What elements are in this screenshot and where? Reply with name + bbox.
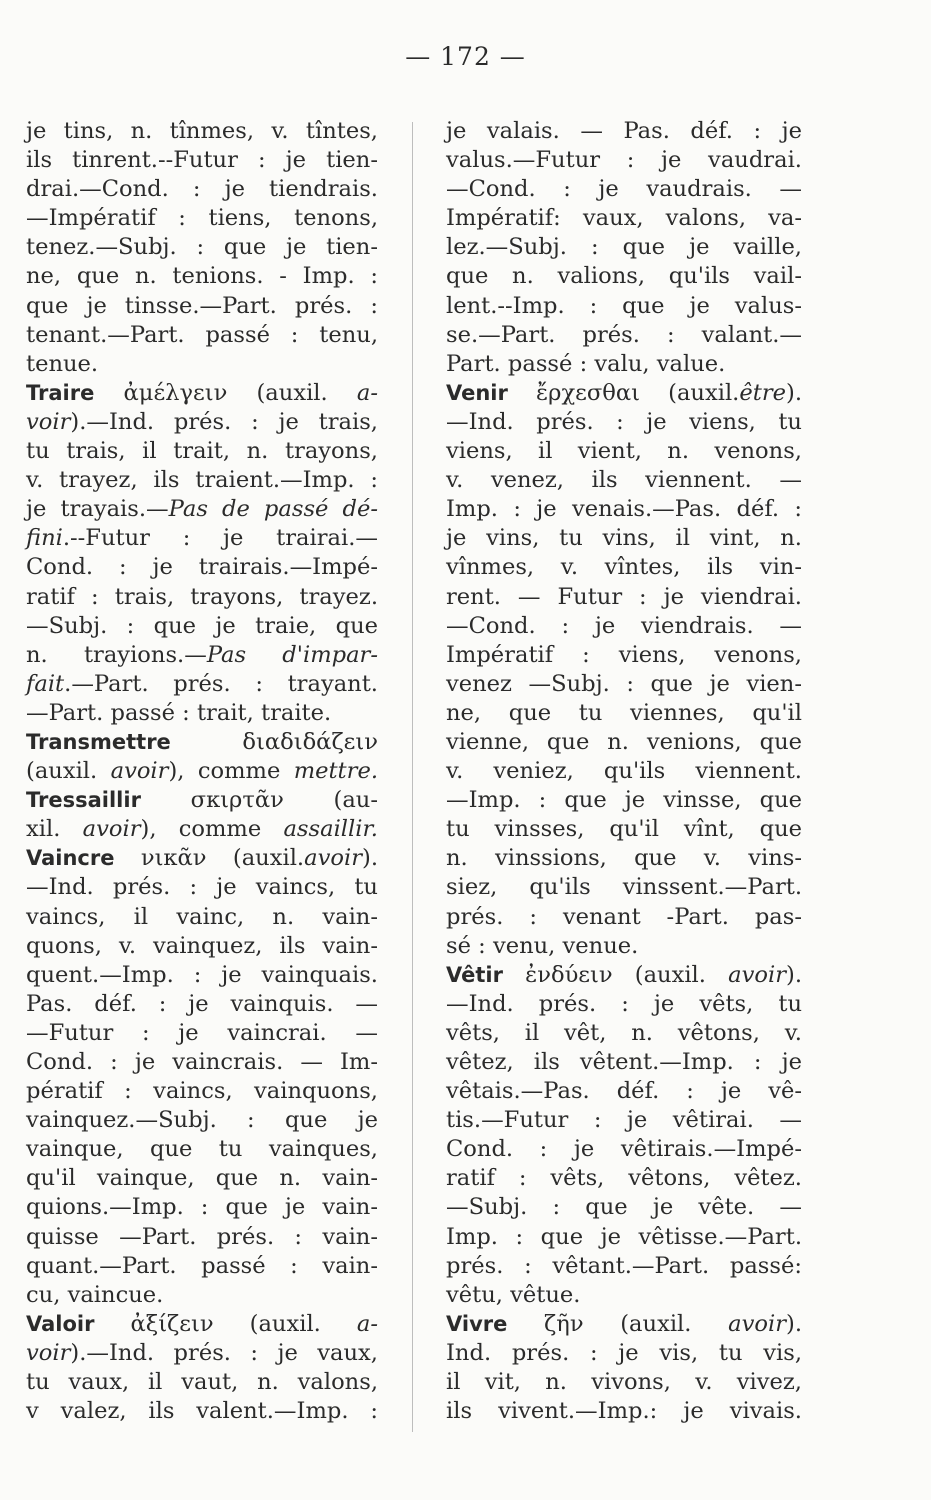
text-line <box>26 524 378 553</box>
line-text: Ind. prés. : je vis, tu vis, <box>446 1339 802 1366</box>
line-text: lent.--Imp. : que je valus- <box>446 292 802 319</box>
text-line <box>26 175 378 204</box>
line-text: ne, que n. tenions. - Imp. : <box>26 263 378 290</box>
line-text: siez, qu'ils vinssent.—Part. <box>446 874 802 901</box>
line-text: ). <box>786 961 802 988</box>
line-text: vainque, que tu vainques, <box>26 1136 378 1163</box>
line-text: vînmes, v. vîntes, ils vin- <box>446 554 802 581</box>
text-line <box>26 961 378 990</box>
line-text: lez.—Subj. : que je vaille, <box>446 234 802 261</box>
text-line <box>446 1135 802 1164</box>
text-line <box>26 1048 378 1077</box>
text-line <box>446 699 802 728</box>
headword: Transmettre <box>26 729 171 754</box>
line-text: .--Futur : je trairai.— <box>62 525 378 552</box>
line-text: je trayais.— <box>26 496 169 523</box>
line-text: prés. : venant -Part. pas- <box>446 903 802 930</box>
line-text: rent. — Futur : je viendrai. <box>446 583 802 610</box>
text-line <box>26 699 378 728</box>
italic-text: Pas d'impar- <box>206 641 378 668</box>
text-line <box>446 437 802 466</box>
entry-headword-line <box>26 844 378 873</box>
line-text: tu vaux, il vaut, n. valons, <box>26 1369 378 1396</box>
text-line <box>446 175 802 204</box>
text-line <box>26 408 378 437</box>
text-line <box>26 292 378 321</box>
text-line <box>26 117 378 146</box>
text-line <box>26 146 378 175</box>
text-line <box>446 1223 802 1252</box>
line-text: v. trayez, ils traient.—Imp. : <box>26 467 378 494</box>
line-text: Impératif: vaux, valons, va- <box>446 205 802 232</box>
line-text: quons, v. vainquez, ils vain- <box>26 932 378 959</box>
line-text: ).—Ind. prés. : je trais, <box>70 408 378 435</box>
line-text: Pas. déf. : je vainquis. — <box>26 990 378 1017</box>
line-text: νικᾶν (auxil. <box>114 845 305 872</box>
line-text: venez —Subj. : que je vien- <box>446 670 802 697</box>
text-line <box>26 612 378 641</box>
text-line <box>446 990 802 1019</box>
text-line <box>446 553 802 582</box>
text-line <box>26 321 378 350</box>
line-text: Imp. : je venais.—Pas. déf. : <box>446 496 802 523</box>
text-line <box>26 873 378 902</box>
line-text: Impératif : viens, venons, <box>446 641 802 668</box>
line-text: sé : venu, venue. <box>446 932 639 959</box>
line-text: valus.—Futur : je vaudrai. <box>446 147 802 174</box>
italic-text: assaillir. <box>283 816 378 843</box>
line-text: viens, il vient, n. venons, <box>446 438 802 465</box>
line-text: n. trayions.— <box>26 641 207 668</box>
line-text: il vit, n. vivons, v. vivez, <box>446 1369 802 1396</box>
line-text: —Ind. prés. : je viens, tu <box>446 408 802 435</box>
entry-headword-line <box>446 1310 802 1339</box>
text-line <box>26 1106 378 1135</box>
text-line <box>26 1397 378 1426</box>
line-text: Cond. : je vêtirais.—Impé- <box>446 1136 802 1163</box>
line-text: tu vinsses, qu'il vînt, que <box>446 816 802 843</box>
text-line <box>446 1281 802 1310</box>
text-line <box>446 495 802 524</box>
line-text: ), comme <box>140 816 284 843</box>
line-text: Part. passé : valu, value. <box>446 350 726 377</box>
text-line <box>446 1397 802 1426</box>
line-text: ἀξίζειν (auxil. <box>94 1310 357 1337</box>
text-line <box>446 583 802 612</box>
line-text: tis.—Futur : je vêtirai. — <box>446 1107 802 1134</box>
line-text: ratif : vêts, vêtons, vêtez. <box>446 1165 802 1192</box>
text-line <box>446 466 802 495</box>
line-text: qu'il vainque, que n. vain- <box>26 1165 378 1192</box>
line-text: .—Part. prés. : trayant. <box>64 670 378 697</box>
line-text: ζῆν (auxil. <box>507 1310 729 1337</box>
headword: Vivre <box>446 1311 508 1336</box>
text-line <box>446 641 802 670</box>
text-line <box>26 583 378 612</box>
line-text: drai.—Cond. : je tiendrais. <box>26 176 378 203</box>
text-line <box>446 350 802 379</box>
line-text: ne, que tu viennes, qu'il <box>446 699 802 726</box>
line-text: quant.—Part. passé : vain- <box>26 1252 378 1279</box>
left-column <box>26 117 378 1426</box>
text-line <box>446 903 802 932</box>
text-line <box>446 728 802 757</box>
italic-text: avoir <box>82 816 141 843</box>
italic-text: mettre. <box>293 758 378 785</box>
line-text: tenant.—Part. passé : tenu, <box>26 321 378 348</box>
text-line <box>26 1019 378 1048</box>
text-line <box>446 1193 802 1222</box>
italic-text: avoir <box>110 758 169 785</box>
text-line <box>446 233 802 262</box>
line-text: tenez.—Subj. : que je tien- <box>26 234 378 261</box>
text-line <box>26 204 378 233</box>
italic-text: avoir <box>728 1310 786 1337</box>
line-text: ἔρχεσθαι (auxil. <box>507 379 740 406</box>
text-line <box>26 1193 378 1222</box>
text-line <box>446 117 802 146</box>
line-text: je valais. — Pas. déf. : je <box>446 118 802 144</box>
line-text: quisse —Part. prés. : vain- <box>26 1223 378 1250</box>
entry-headword-line <box>26 379 378 408</box>
headword: Vêtir <box>446 962 503 987</box>
line-text: tenue. <box>26 350 99 377</box>
text-line <box>446 408 802 437</box>
column-divider <box>412 122 413 1432</box>
text-line <box>446 612 802 641</box>
text-line <box>446 1106 802 1135</box>
text-line <box>26 466 378 495</box>
line-text: —Subj. : que je vête. — <box>446 1194 802 1221</box>
text-line <box>446 1077 802 1106</box>
text-line <box>446 292 802 321</box>
text-line <box>26 641 378 670</box>
text-line <box>446 1019 802 1048</box>
headword: Vaincre <box>26 846 115 871</box>
italic-text: Pas de passé dé- <box>168 496 378 523</box>
line-text: vainquez.—Subj. : que je <box>26 1107 378 1134</box>
line-text: v valez, ils valent.—Imp. : <box>26 1398 378 1425</box>
line-text: n. vinssions, que v. vins- <box>446 845 802 872</box>
text-line <box>446 844 802 873</box>
text-line <box>26 1339 378 1368</box>
line-text: —Ind. prés. : je vaincs, tu <box>26 874 378 901</box>
line-text: vêtu, vêtue. <box>446 1281 581 1308</box>
text-line <box>26 932 378 961</box>
text-line <box>26 1135 378 1164</box>
line-text: —Futur : je vaincrai. — <box>26 1019 378 1046</box>
text-line <box>446 146 802 175</box>
text-line <box>446 1164 802 1193</box>
line-text: je tins, n. tînmes, v. tîntes, <box>26 118 378 144</box>
text-line <box>446 524 802 553</box>
text-line <box>26 1368 378 1397</box>
headword: Venir <box>446 380 508 405</box>
entry-headword-line <box>26 728 378 757</box>
line-text: διαδιδάζειν <box>170 728 378 755</box>
line-text: —Cond. : je viendrais. — <box>446 612 802 639</box>
text-line <box>446 786 802 815</box>
line-text: ). <box>786 1310 802 1337</box>
italic-text: voir <box>26 408 71 435</box>
entry-headword-line <box>26 1310 378 1339</box>
line-text: Cond. : je trairais.—Impé- <box>26 554 378 581</box>
text-line <box>26 553 378 582</box>
right-column <box>446 117 802 1426</box>
line-text: ). <box>786 379 802 406</box>
text-line <box>446 932 802 961</box>
italic-text: voir <box>26 1339 71 1366</box>
text-line <box>446 815 802 844</box>
line-text: —Cond. : je vaudrais. — <box>446 176 802 203</box>
line-text: ratif : trais, trayons, trayez. <box>26 583 378 610</box>
text-line <box>446 670 802 699</box>
line-text: ). <box>362 845 378 872</box>
text-line <box>26 1164 378 1193</box>
entry-headword-line <box>26 786 378 815</box>
italic-text: fini <box>26 525 63 552</box>
text-line <box>26 1223 378 1252</box>
italic-text: être <box>739 379 786 406</box>
italic-text: a- <box>356 1310 378 1337</box>
text-line <box>26 495 378 524</box>
italic-text: avoir <box>304 845 362 872</box>
line-text: —Part. passé : trait, traite. <box>26 699 332 726</box>
line-text: prés. : vêtant.—Part. passé: <box>446 1252 802 1279</box>
line-text: Cond. : je vaincrais. — Im- <box>26 1049 378 1075</box>
text-line <box>446 1339 802 1368</box>
text-line <box>26 350 378 379</box>
line-text: se.—Part. prés. : valant.— <box>446 321 802 348</box>
line-text: vienne, que n. venions, que <box>446 728 802 755</box>
headword: Traire <box>26 380 95 405</box>
text-line <box>446 1252 802 1281</box>
line-text: que je tinsse.—Part. prés. : <box>26 292 378 319</box>
page-number: — 172 — <box>405 42 526 71</box>
line-text: cu, vaincue. <box>26 1281 164 1308</box>
line-text: —Ind. prés. : je vêts, tu <box>446 990 802 1017</box>
text-line <box>26 233 378 262</box>
text-line <box>446 262 802 291</box>
line-text: ἀμέλγειν (auxil. <box>94 379 357 406</box>
line-text: vêts, il vêt, n. vêtons, v. <box>446 1019 802 1046</box>
line-text: —Imp. : que je vinsse, que <box>446 787 802 814</box>
text-line <box>26 1281 378 1310</box>
line-text: v. venez, ils viennent. — <box>446 467 802 494</box>
entry-headword-line <box>446 379 802 408</box>
line-text: vêtez, ils vêtent.—Imp. : je <box>446 1049 802 1075</box>
line-text: quions.—Imp. : que je vain- <box>26 1194 378 1221</box>
line-text: (auxil. <box>26 758 111 785</box>
line-text: ).—Ind. prés. : je vaux, <box>70 1339 378 1366</box>
text-line <box>26 262 378 291</box>
line-text: pératif : vaincs, vainquons, <box>26 1078 378 1105</box>
text-line <box>26 1077 378 1106</box>
line-text: ἐνδύειν (auxil. <box>502 961 729 988</box>
text-line <box>446 204 802 233</box>
text-line <box>446 757 802 786</box>
italic-text: a- <box>356 379 378 406</box>
line-text: σκιρτᾶν (au- <box>140 787 378 814</box>
text-line <box>26 437 378 466</box>
line-text: v. veniez, qu'ils viennent. <box>446 758 802 785</box>
line-text: vêtais.—Pas. déf. : je vê- <box>446 1078 802 1105</box>
text-line <box>446 873 802 902</box>
text-line <box>26 990 378 1019</box>
headword: Tressaillir <box>26 788 141 813</box>
line-text: xil. <box>26 816 83 843</box>
headword: Valoir <box>26 1311 95 1336</box>
italic-text: fait <box>26 670 65 697</box>
text-line <box>26 1252 378 1281</box>
text-line <box>446 1048 802 1077</box>
line-text: ), comme <box>168 758 294 785</box>
text-line <box>26 670 378 699</box>
line-text: je vins, tu vins, il vint, n. <box>446 525 802 552</box>
text-line <box>446 321 802 350</box>
line-text: Imp. : que je vêtisse.—Part. <box>446 1223 802 1250</box>
line-text: —Subj. : que je traie, que <box>26 612 378 639</box>
text-line <box>26 757 378 786</box>
line-text: que n. valions, qu'ils vail- <box>446 263 802 290</box>
text-line <box>26 815 378 844</box>
entry-headword-line <box>446 961 802 990</box>
line-text: ils vivent.—Imp.: je vivais. <box>446 1398 802 1425</box>
line-text: —Impératif : tiens, tenons, <box>26 205 378 232</box>
line-text: tu trais, il trait, n. trayons, <box>26 438 378 465</box>
line-text: vaincs, il vainc, n. vain- <box>26 903 378 930</box>
italic-text: avoir <box>728 961 786 988</box>
text-line <box>26 903 378 932</box>
line-text: quent.—Imp. : je vainquais. <box>26 961 378 988</box>
text-line <box>446 1368 802 1397</box>
line-text: ils tinrent.--Futur : je tien- <box>26 147 378 174</box>
